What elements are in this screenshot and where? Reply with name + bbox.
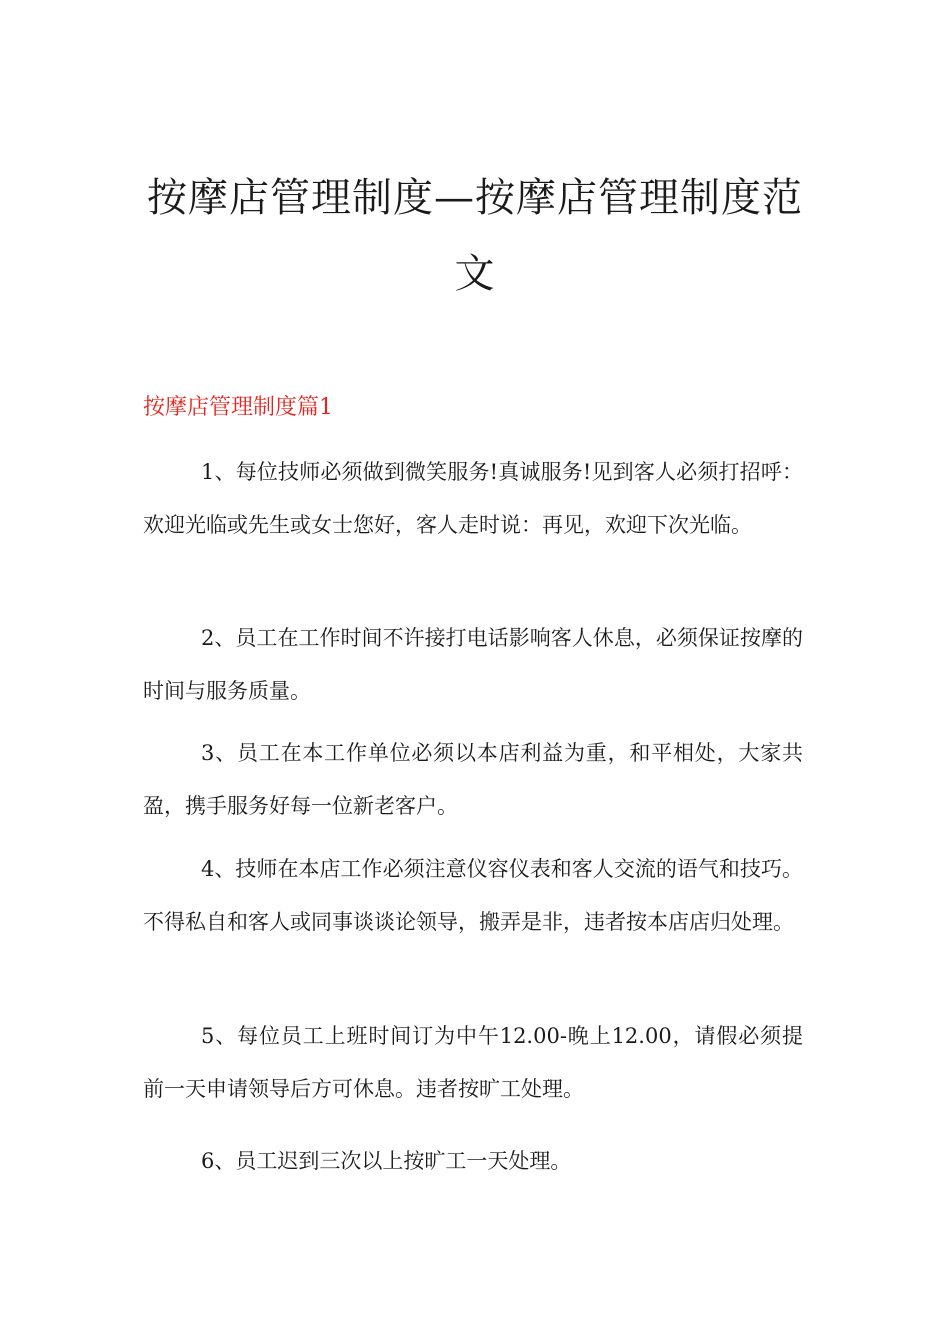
rule-paragraph-4: 4、技师在本店工作必须注意仪容仪表和客人交流的语气和技巧。不得私自和客人或同事谈谈论领导，搬弄是非，违者按本店店归处理。	[143, 857, 803, 934]
document-title: 按摩店管理制度—按摩店管理制度范文	[147, 175, 803, 297]
rule-paragraph-3: 3、员工在本工作单位必须以本店利益为重，和平相处，大家共盈，携手服务好每一位新老客户。	[143, 741, 803, 818]
rule-paragraph-6: 6、员工迟到三次以上按旷工一天处理。	[201, 1149, 572, 1173]
rule-paragraph-1: 1、每位技师必须做到微笑服务!真诚服务!见到客人必须打招呼：欢迎光临或先生或女士您好，客人走时说：再见，欢迎下次光临。	[143, 460, 803, 537]
section-heading: 按摩店管理制度篇1	[143, 395, 333, 420]
rule-paragraph-2: 2、员工在工作时间不许接打电话影响客人休息，必须保证按摩的时间与服务质量。	[143, 626, 803, 703]
rule-paragraph-5: 5、每位员工上班时间订为中午12.00-晚上12.00，请假必须提前一天申请领导后方可休息。违者按旷工处理。	[143, 1024, 803, 1101]
